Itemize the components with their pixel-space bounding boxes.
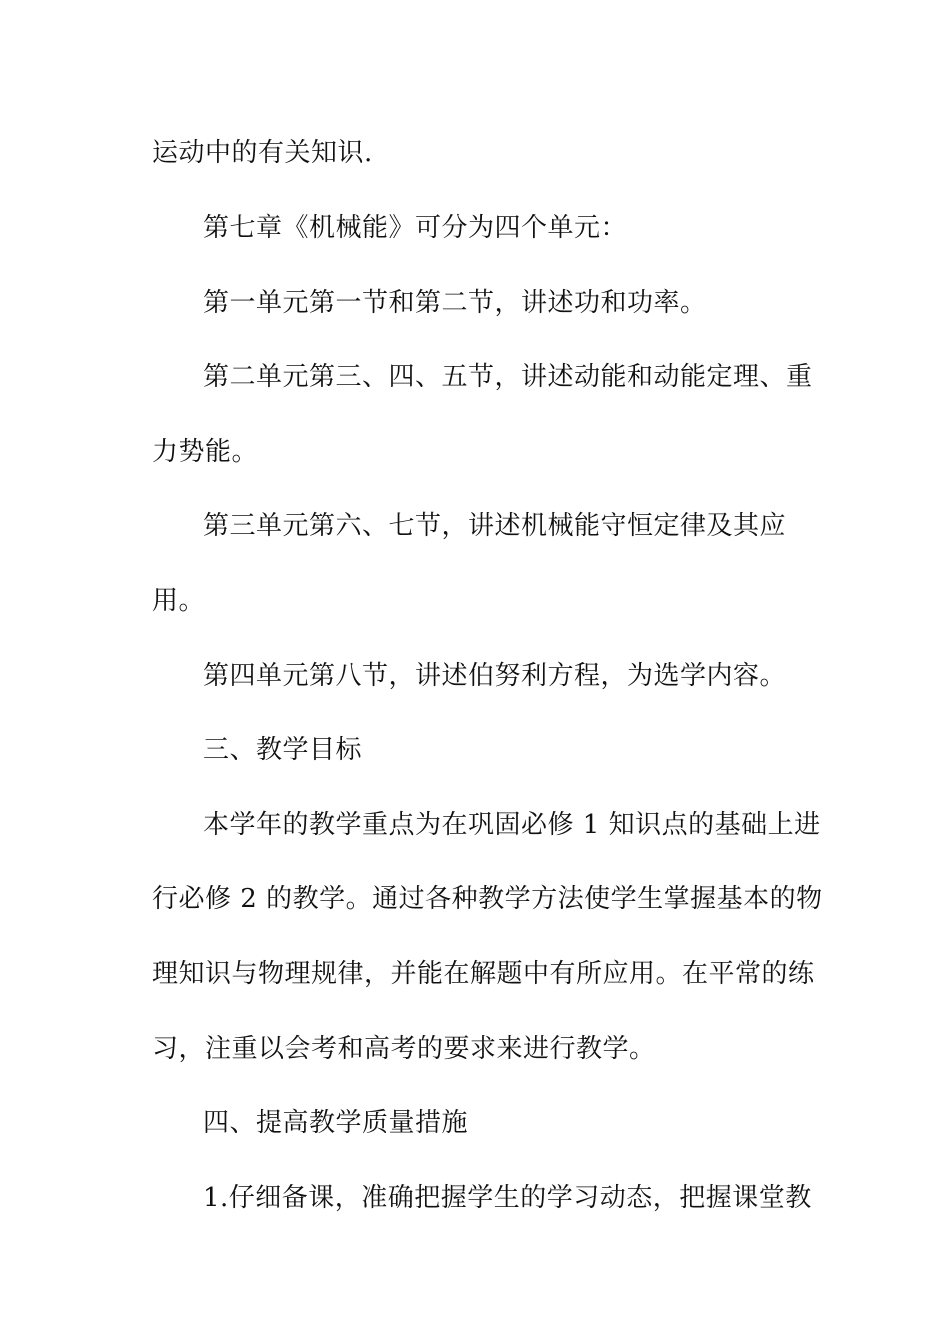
text-line: 理知识与物理规律，并能在解题中有所应用。在平常的练 <box>152 959 815 989</box>
text-line: 运动中的有关知识. <box>152 138 373 168</box>
section-heading: 三、教学目标 <box>203 735 363 765</box>
text-line: 第三单元第六、七节，讲述机械能守恒定律及其应 <box>203 511 787 541</box>
text-line: 第四单元第八节，讲述伯努利方程，为选学内容。 <box>203 661 787 691</box>
text-line: 用。 <box>152 586 206 616</box>
text-line: 力势能。 <box>152 437 259 467</box>
text-line: 第七章《机械能》可分为四个单元： <box>203 213 628 243</box>
section-heading: 四、提高教学质量措施 <box>203 1108 469 1138</box>
text-line: 1.仔细备课，准确把握学生的学习动态，把握课堂教 <box>203 1183 812 1213</box>
text-line: 本学年的教学重点为在巩固必修 1 知识点的基础上进 <box>203 810 821 840</box>
text-line: 行必修 2 的教学。通过各种教学方法使学生掌握基本的物 <box>152 884 823 914</box>
text-line: 第二单元第三、四、五节，讲述动能和动能定理、重 <box>203 362 813 392</box>
text-line: 第一单元第一节和第二节，讲述功和功率。 <box>203 288 707 318</box>
text-line: 习，注重以会考和高考的要求来进行教学。 <box>152 1034 656 1064</box>
